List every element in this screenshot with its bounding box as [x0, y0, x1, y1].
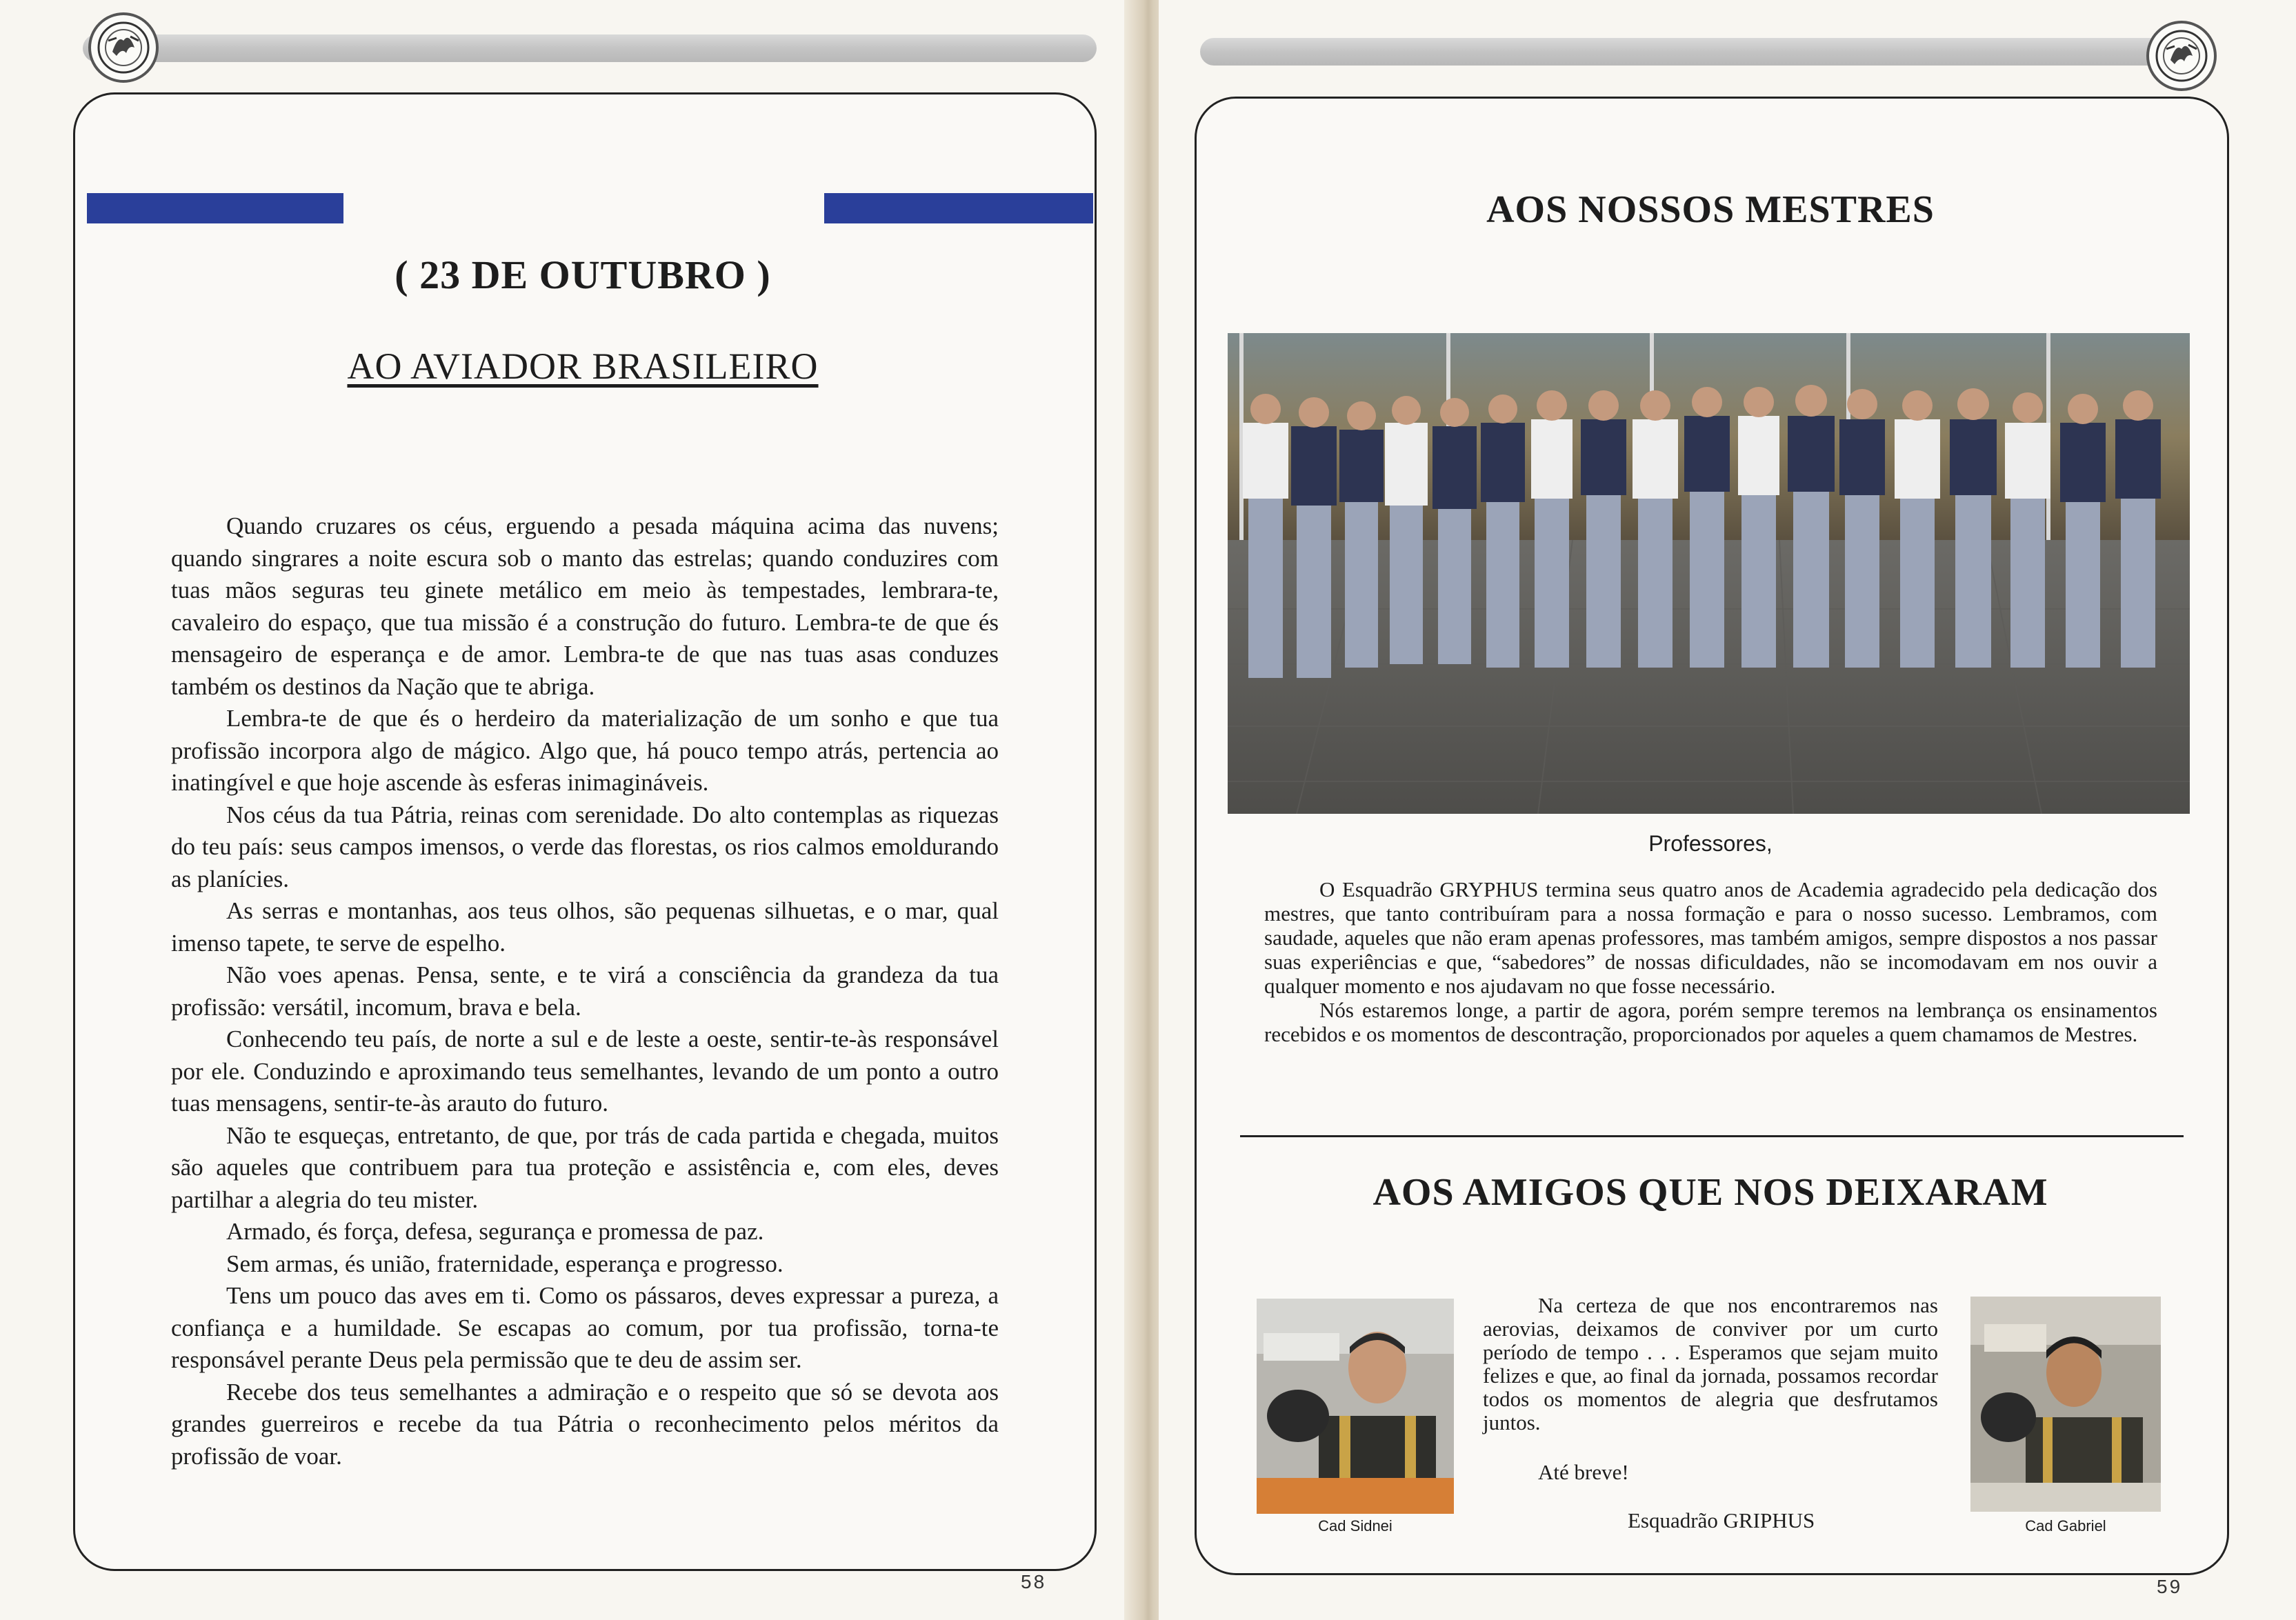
- page-number: 58: [1021, 1571, 1047, 1592]
- right-page: [1159, 0, 2296, 1620]
- paragraph: Nos céus da tua Pátria, reinas com serenidade. Do alto contemplas as riquezas do teu país: seus campos imensos, o verde das florestas, os rios calmos emoldurando as planícies.: [171, 801, 999, 892]
- amigos-text: [1483, 1294, 1938, 1434]
- gryphus-seal-icon: [88, 12, 159, 83]
- signature: Esquadrão GRIPHUS: [1628, 1508, 1815, 1532]
- section-divider: [1240, 1135, 2184, 1137]
- accent-bar-left: [87, 193, 343, 223]
- farewell: Até breve!: [1538, 1460, 1629, 1484]
- mestres-text: [1264, 877, 2157, 1046]
- paragraph: Armado, és força, defesa, segurança e promessa de paz.: [226, 1218, 764, 1245]
- paragraph: Sem armas, és união, fraternidade, esperança e progresso.: [226, 1250, 783, 1277]
- left-page: [0, 0, 1138, 1620]
- paragraph: Conhecendo teu país, de norte a sul e de leste a oeste, sentir-te-às responsável por ele. Conduzindo e aproximando teus semelhantes, levando de um ponto a outro tuas mensagens, sentir-te-às arauto do futuro.: [171, 1026, 999, 1117]
- heading-date: ( 23 DE OUTUBRO ): [395, 252, 771, 297]
- portrait-gabriel: [1970, 1297, 2161, 1512]
- portrait-caption-left: Cad Sidnei: [1318, 1517, 1392, 1534]
- gryphus-seal-icon: [2146, 21, 2217, 91]
- paragraph: Na certeza de que nos encontraremos nas aerovias, deixamos de conviver por um curto período de tempo . . . Esperamos que sejam muito felizes e que, ao final da jornada, possamos recordar todos os momentos de alegria que desfrutamos juntos.: [1483, 1293, 1938, 1434]
- portrait-sidnei: [1257, 1299, 1454, 1514]
- heading-title: AO AVIADOR BRASILEIRO: [347, 346, 819, 387]
- top-bar: [83, 34, 1097, 62]
- paragraph: Recebe dos teus semelhantes a admiração e o respeito que só se devota aos grandes guerreiros e recebe da tua Pátria o reconhecimento pelos méritos da profissão de voar.: [171, 1378, 999, 1470]
- photo-caption: Professores,: [1648, 831, 1773, 856]
- paragraph: O Esquadrão GRYPHUS termina seus quatro anos de Academia agradecido pela dedicação dos mestres, que tanto contribuíram para a nossa formação e para o nosso sucesso. Lembramos, com saudade, aqueles que não eram apenas professores, mas também amigos, sempre dispostos a nos passar suas experiências e que, “sabedores” de nossas dificuldades, não se incomodavam em nos ouvir a qualquer momento e nos ajudavam no que fosse necessário.: [1264, 877, 2157, 998]
- paragraph: Lembra-te de que és o herdeiro da materialização de um sonho e que tua profissão incorpora algo de mágico. Algo que, há pouco tempo atrás, pertencia ao inatingível e que hoje ascende às esferas inimagináveis.: [171, 705, 999, 796]
- paragraph: Nós estaremos longe, a partir de agora, porém sempre teremos na lembrança os ensinamentos recebidos e os momentos de descontração, proporcionados por aqueles a quem chamamos de Mestres.: [1264, 998, 2157, 1046]
- page-number: 59: [2157, 1576, 2183, 1597]
- top-bar: [1200, 38, 2193, 66]
- group-photo: [1228, 333, 2190, 814]
- portrait-caption-right: Cad Gabriel: [2025, 1517, 2106, 1534]
- paragraph: Tens um pouco das aves em ti. Como os pássaros, deves expressar a pureza, a confiança e a humildade. Se escapas ao comum, por tua profissão, torna-te responsável perante Deus pela permissão que te deu de assim ser.: [171, 1282, 999, 1373]
- body-text: [171, 510, 999, 1472]
- paragraph: Quando cruzares os céus, erguendo a pesada máquina acima das nuvens; quando singrares a noite escura sob o manto das estrelas; quando conduzires com tuas mãos seguras teu ginete metálico em meio às tempestades, lembrara-te, cavaleiro do espaço, que tua missão é a construção do futuro. Lembra-te de que és mensageiro de esperança e de amor. Lembra-te de que nas tuas asas conduzes também os destinos da Nação que te abriga.: [171, 512, 999, 700]
- paragraph: Não te esqueças, entretanto, de que, por trás de cada partida e chegada, muitos são aqueles que contribuem para tua proteção e assistência e, com eles, deves partilhar a alegria do teu mister.: [171, 1121, 999, 1213]
- paragraph: Não voes apenas. Pensa, sente, e te virá a consciência da grandeza da tua profissão: versátil, incomum, brava e bela.: [171, 961, 999, 1021]
- heading-mestres: AOS NOSSOS MESTRES: [1486, 188, 1935, 231]
- paragraph: As serras e montanhas, aos teus olhos, são pequenas silhuetas, e o mar, qual imenso tapete, te serve de espelho.: [171, 897, 999, 957]
- accent-bar-right: [824, 193, 1093, 223]
- heading-amigos: AOS AMIGOS QUE NOS DEIXARAM: [1372, 1171, 2048, 1214]
